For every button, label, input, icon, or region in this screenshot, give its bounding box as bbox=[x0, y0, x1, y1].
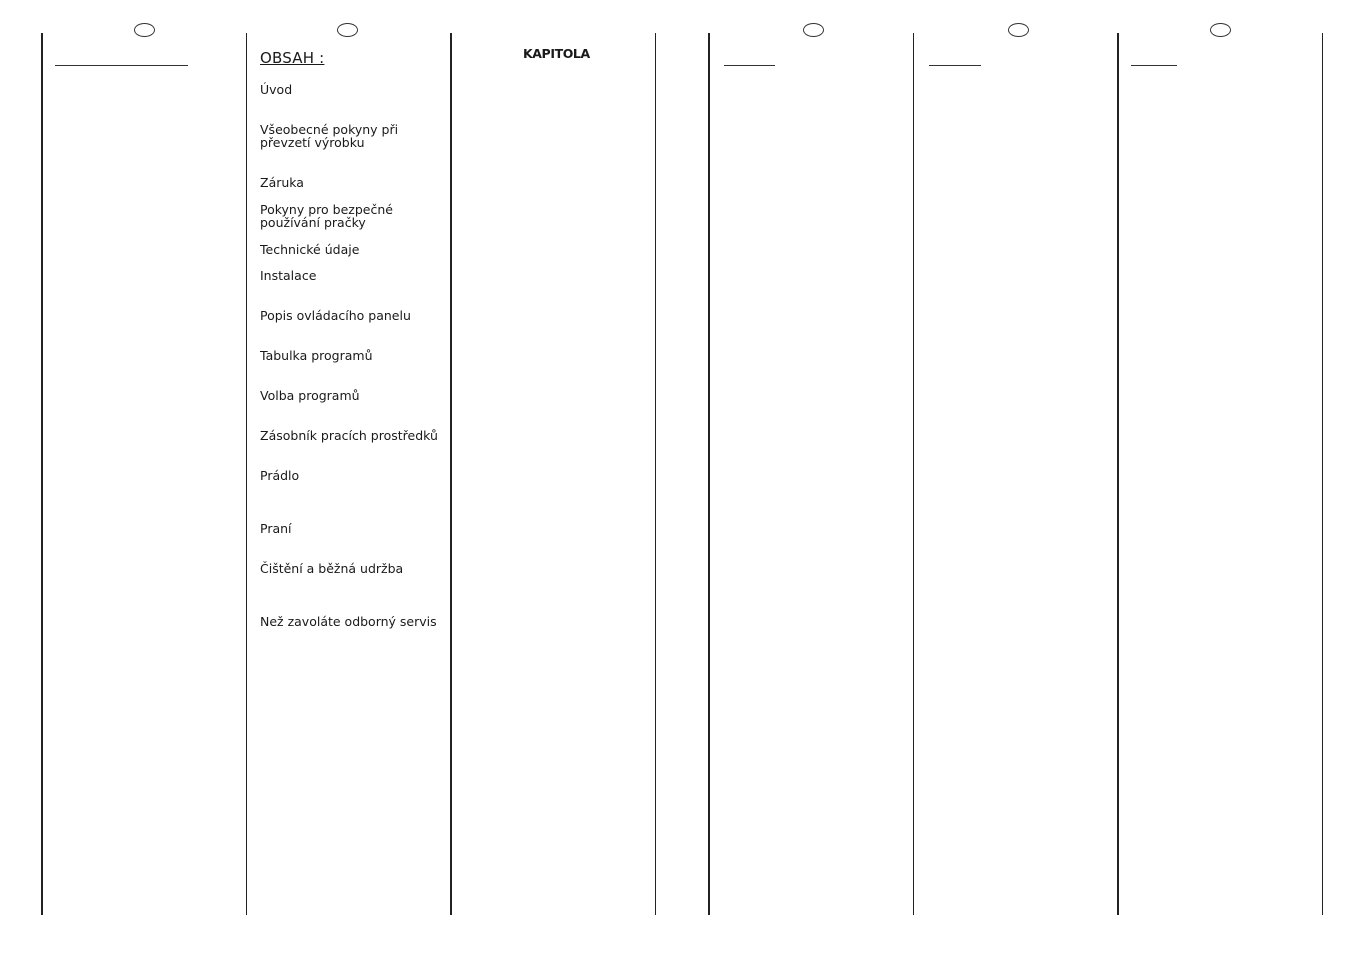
column-line-3 bbox=[450, 33, 452, 915]
header-rule bbox=[55, 65, 188, 66]
language-oval-marker bbox=[1008, 23, 1029, 37]
language-oval-marker bbox=[803, 23, 824, 37]
toc-item-technical-data: Technické údaje bbox=[260, 242, 360, 257]
language-oval-marker bbox=[134, 23, 155, 37]
header-rule bbox=[724, 65, 775, 66]
toc-item-laundry: Prádlo bbox=[260, 468, 300, 483]
toc-item-cleaning: Čištění a běžná udržba bbox=[260, 561, 404, 576]
toc-item-detergent-drawer: Zásobník pracích prostředků bbox=[260, 428, 438, 443]
toc-item-warranty: Záruka bbox=[260, 175, 304, 190]
header-rule bbox=[1131, 65, 1177, 66]
language-oval-marker bbox=[337, 23, 358, 37]
column-line-4 bbox=[655, 33, 656, 915]
toc-item-service: Než zavoláte odborný servis bbox=[260, 614, 437, 629]
toc-item-washing: Praní bbox=[260, 521, 292, 536]
toc-item-program-table: Tabulka programů bbox=[260, 348, 373, 363]
contents-title: OBSAH : bbox=[260, 49, 325, 67]
toc-item-general-instructions: Všeobecné pokyny při převzetí výrobku bbox=[260, 122, 399, 150]
column-line-2 bbox=[246, 33, 247, 915]
column-line-7 bbox=[1117, 33, 1119, 915]
toc-item-safety: Pokyny pro bezpečné používání pračky bbox=[260, 202, 393, 230]
column-line-6 bbox=[913, 33, 914, 915]
column-line-5 bbox=[708, 33, 710, 915]
toc-item-program-selection: Volba programů bbox=[260, 388, 360, 403]
toc-item-installation: Instalace bbox=[260, 268, 317, 283]
chapter-column-header: KAPITOLA bbox=[523, 46, 590, 61]
language-oval-marker bbox=[1210, 23, 1231, 37]
toc-item-control-panel: Popis ovládacího panelu bbox=[260, 308, 411, 323]
column-line-1 bbox=[41, 33, 43, 915]
toc-item-intro: Úvod bbox=[260, 82, 293, 97]
column-line-8 bbox=[1322, 33, 1323, 915]
header-rule bbox=[929, 65, 981, 66]
